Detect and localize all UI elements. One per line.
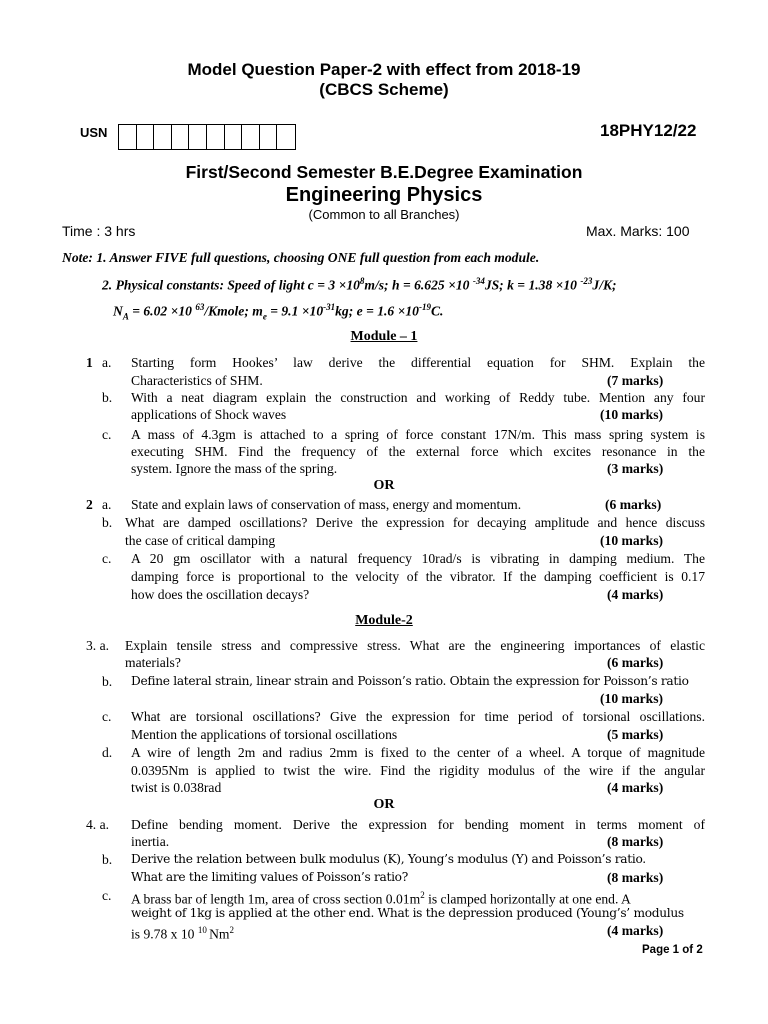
question-1a-line2: Characteristics of SHM. — [131, 373, 263, 388]
question-1a-line1: Starting form Hookes’ law derive the differential equation for SHM. Explain the — [131, 355, 705, 370]
question-3a-marks: (6 marks) — [607, 655, 664, 670]
question-2b-marks: (10 marks) — [600, 533, 664, 548]
question-3c-label: c. — [102, 709, 112, 724]
module-1-heading: Module – 1 — [350, 329, 418, 344]
question-2b-line2: the case of critical damping — [125, 533, 276, 548]
question-2a-marks: (6 marks) — [605, 497, 662, 512]
time-label: Time : 3 hrs — [62, 223, 136, 239]
question-1-number: 1 — [86, 355, 93, 370]
usn-boxes[interactable] — [118, 124, 296, 150]
note-constants-line1: 2. Physical constants: Speed of light $c = 3 \times 10^8m/s$; h = 6.625 ×10 $^{-34}$JS; k = 1.38 ×10 $^{-23}$J/K; — [102, 276, 617, 293]
usn-label: USN — [80, 125, 108, 140]
note-constants-line2: $N_A = 6.02 \times 10$ $^{63}$/Kmole; $m_e = 9.1 \times 10^{-31}kg$; $e = 1.6 \times 10^{-19}C$. — [113, 302, 444, 322]
question-4-number: 4. a. — [86, 817, 110, 832]
question-4b-line2: What are the limiting values of Poisson’s ratio? — [131, 870, 408, 884]
question-1c-line1: A mass of 4.3gm is attached to a spring of force constant 17N/m. This mass spring system is — [131, 427, 705, 442]
note-instructions: Note: 1. Answer FIVE full questions, choosing ONE full question from each module. — [62, 250, 540, 265]
question-4a-line1: Define bending moment. Derive the expression for bending moment in terms moment of — [131, 817, 705, 832]
question-1b-line1: With a neat diagram explain the construction and working of Reddy tube. Mention any four — [131, 390, 705, 405]
question-2c-line3: how does the oscillation decays? — [131, 587, 310, 602]
subject-subtitle: (Common to all Branches) — [308, 207, 460, 222]
question-4a-line2: inertia. — [131, 834, 170, 849]
question-2a-line1: State and explain laws of conservation of mass, energy and momentum. — [131, 497, 522, 512]
question-1a-marks: (7 marks) — [607, 373, 664, 388]
question-3c-line2: Mention the applications of torsional oscillations — [131, 727, 398, 742]
question-3b-line1: Define lateral strain, linear strain and Poisson’s ratio. Obtain the expression for Poisson’s ratio — [131, 674, 689, 688]
module-2-heading: Module-2 — [355, 613, 413, 628]
question-1c-label: c. — [102, 427, 112, 442]
question-3b-label: b. — [102, 674, 113, 689]
question-1b-label: b. — [102, 390, 113, 405]
question-2b-line1: What are damped oscillations? Derive the expression for decaying amplitude and hence discuss — [125, 515, 705, 530]
max-marks: Max. Marks: 100 — [586, 223, 690, 239]
question-4c-line2: weight of 1kg is applied at the other end. What is the depression produced (Young’s’ modulus — [131, 906, 684, 920]
question-3c-marks: (5 marks) — [607, 727, 664, 742]
scheme-title: (CBCS Scheme) — [319, 80, 449, 99]
paper-title: Model Question Paper-2 with effect from 2018-19 — [187, 60, 581, 79]
question-4c-line3: is 9.78 x 10 $^{10}$ Nm$^2$ — [131, 925, 234, 942]
page-number: Page 1 of 2 — [642, 944, 703, 956]
question-2c-line2: damping force is proportional to the velocity of the vibrator. If the damping coefficient is 0.17 — [131, 569, 705, 584]
question-1c-marks: (3 marks) — [607, 461, 664, 476]
or-separator-1: OR — [373, 478, 395, 493]
question-1c-line2: executing SHM. Find the frequency of the external force which excites resonance in the — [131, 444, 705, 459]
question-4c-label: c. — [102, 888, 112, 903]
question-3d-marks: (4 marks) — [607, 780, 664, 795]
question-1a-label: a. — [102, 355, 112, 370]
question-1b-line2: applications of Shock waves — [131, 407, 287, 422]
question-3-number: 3. a. — [86, 638, 110, 653]
question-4a-marks: (8 marks) — [607, 834, 664, 849]
question-4b-label: b. — [102, 852, 113, 867]
question-3b-marks: (10 marks) — [600, 691, 664, 706]
question-3d-label: d. — [102, 745, 113, 760]
or-separator-2: OR — [373, 797, 395, 812]
course-code: 18PHY12/22 — [600, 121, 697, 140]
question-2c-marks: (4 marks) — [607, 587, 664, 602]
question-3a-line2: materials? — [125, 655, 181, 670]
question-4c-marks: (4 marks) — [607, 923, 664, 938]
subject-title: Engineering Physics — [285, 184, 483, 206]
question-4b-marks: (8 marks) — [607, 870, 664, 885]
question-4c-line1: A brass bar of length 1m, area of cross section $0.01m^2$ is clamped horizontally at one end. A — [131, 890, 631, 907]
question-1b-marks: (10 marks) — [600, 407, 664, 422]
question-3d-line1: A wire of length 2m and radius 2mm is fixed to the center of a wheel. A torque of magnitude — [131, 745, 705, 760]
question-2b-label: b. — [102, 515, 113, 530]
question-2c-line1: A 20 gm oscillator with a natural frequency 10rad/s is vibrating in damping medium. The — [131, 551, 705, 566]
question-3d-line3: twist is 0.038rad — [131, 780, 222, 795]
exam-title: First/Second Semester B.E.Degree Examination — [185, 162, 583, 182]
question-2-number: 2 — [86, 497, 93, 512]
question-1c-line3: system. Ignore the mass of the spring. — [131, 461, 338, 476]
question-3c-line1: What are torsional oscillations? Give the expression for time period of torsional oscillations. — [131, 709, 705, 724]
question-2c-label: c. — [102, 551, 112, 566]
question-3d-line2: 0.0395Nm is applied to twist the wire. Find the rigidity modulus of the wire if the angular — [131, 763, 705, 778]
question-3a-line1: Explain tensile stress and compressive stress. What are the engineering importances of elastic — [125, 638, 705, 653]
question-4b-line1: Derive the relation between bulk modulus (K), Young’s modulus (Y) and Poisson’s ratio. — [131, 852, 646, 866]
question-2a-label: a. — [102, 497, 112, 512]
